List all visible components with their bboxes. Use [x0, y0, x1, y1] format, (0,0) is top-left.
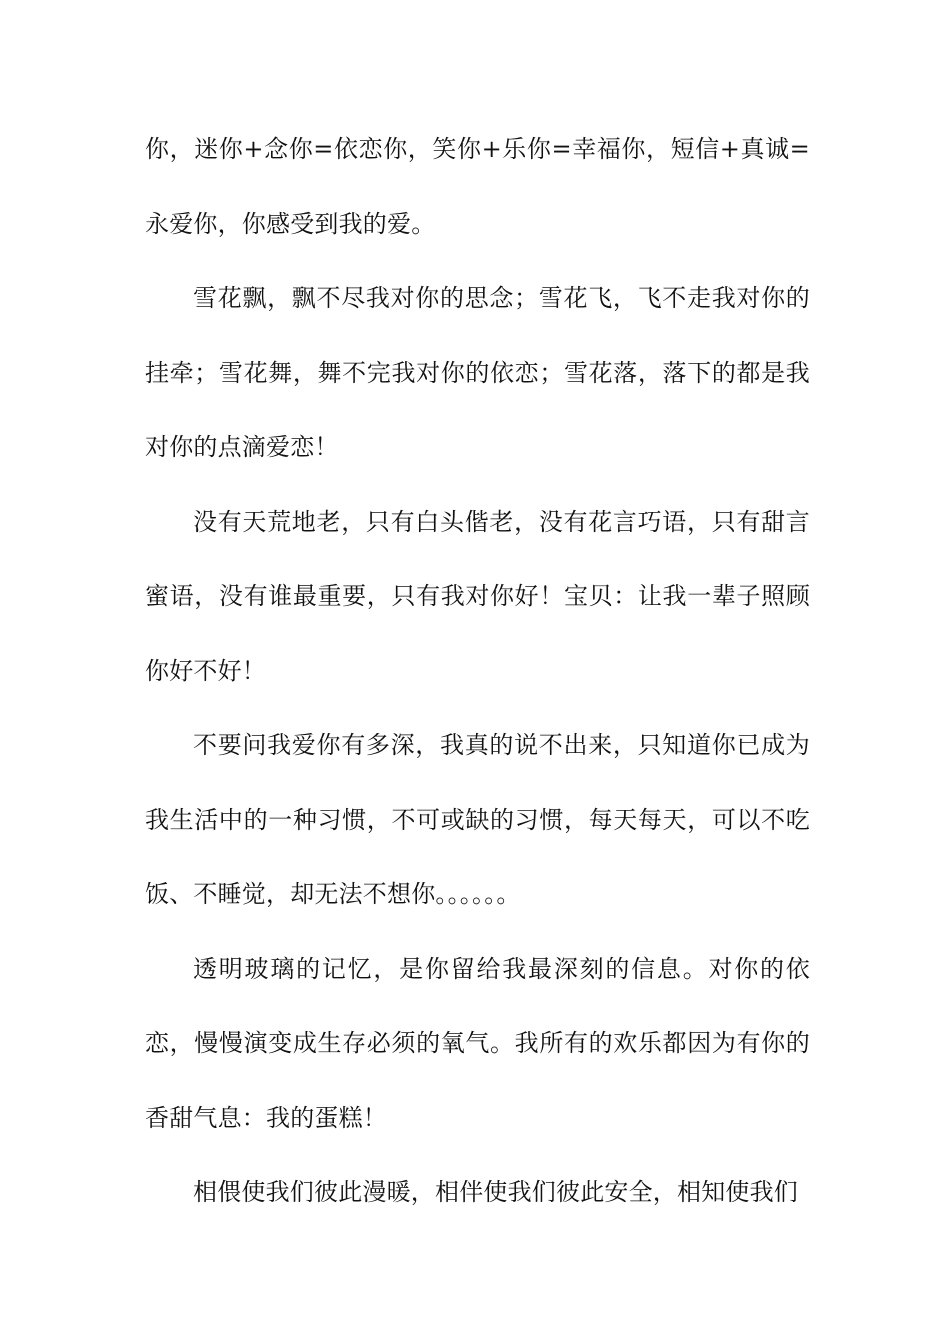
document-body [145, 112, 810, 1230]
paragraph-6: 相偎使我们彼此漫暖，相伴使我们彼此安全，相知使我们 [193, 1178, 798, 1206]
paragraph-4: 不要问我爱你有多深，我真的说不出来，只知道你已成为我生活中的一种习惯，不可或缺的习惯，每天每天，可以不吃饭、不睡觉，却无法不想你。。。。。。 [145, 731, 810, 908]
paragraph-3: 没有天荒地老，只有白头偕老，没有花言巧语，只有甜言蜜语，没有谁最重要，只有我对你好！宝贝：让我一辈子照顾你好不好！ [145, 507, 810, 685]
paragraph-1: 你，迷你+念你=依恋你，笑你+乐你=幸福你，短信+真诚=永爱你，你感受到我的爱。 [145, 135, 810, 238]
paragraph-2: 雪花飘，飘不尽我对你的思念；雪花飞，飞不走我对你的挂牵；雪花舞，舞不完我对你的依恋；雪花落，落下的都是我对你的点滴爱恋！ [145, 284, 810, 461]
paragraph-5: 透明玻璃的记忆，是你留给我最深刻的信息。对你的依恋，慢慢演变成生存必须的氧气。我所有的欢乐都因为有你的香甜气息：我的蛋糕！ [145, 954, 810, 1132]
